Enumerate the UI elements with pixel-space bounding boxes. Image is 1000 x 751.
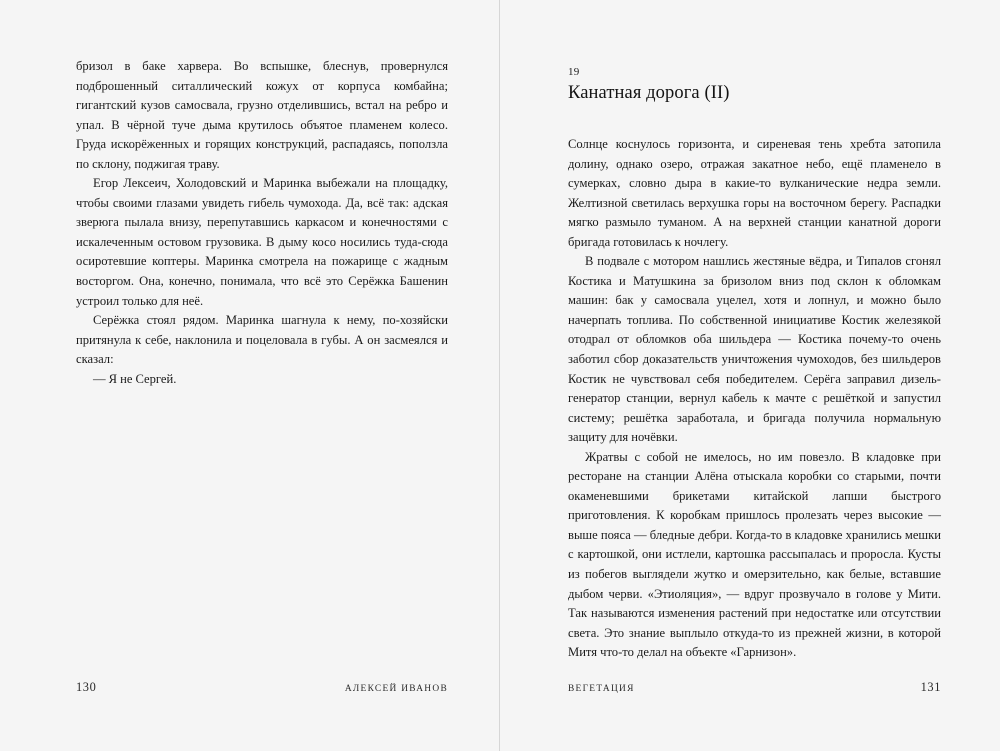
page-left [0,0,499,751]
running-head-title: ВЕГЕТАЦИЯ [568,684,635,694]
paragraph: Солнце коснулось горизонта, и сиреневая тень хребта затопила долину, однако озеро, отражая закатное небо, ещё пламенело в сумерках, словно дыра в какие-то вулканические недра земли. Желтизной светилась верхушка горы на восточном берегу. Распадки мягко размыло туманом. А на верхней станции канатной дороги бригада готовилась к ночлегу. [568,137,941,249]
left-page-body [76,57,448,389]
right-page-footer [568,680,941,720]
chapter-number: 19 [568,66,580,78]
paragraph: Егор Лексеич, Холодовский и Маринка выбежали на площадку, чтобы своими глазами увидеть гибель чумохода. Да, всё так: адская зверюга пылала внизу, перепутавшись каркасом и конечностями с искалеченным остовом грузовика. В дыму косо носились туда-сюда осиротевшие коптеры. Маринка смотрела на пожарище с жадным восторгом. Она, конечно, понимала, что всё это Серёжка Башенин устроил только для неё. [76,176,448,308]
left-page-footer [76,680,448,720]
paragraph: Жратвы с собой не имелось, но им повезло. В кладовке при ресторане на станции Алёна отыскала коробки со старыми, почти окаменевшими брикетами китайской лапши быстрого приготовления. К коробкам пришлось пролезать через высокие — выше пояса — бледные дебри. Когда-то в кладовке хранились мешки с картошкой, они истлели, картошка рассыпалась и проросла. Кусты из побегов выглядели жутко и омерзительно, как белые, вставшие дыбом черви. «Этиоляция», — вдруг прозвучало в голове у Мити. Так называются изменения растений при недостатке или отсутствии света. Это знание выплыло откуда-то из прежней жизни, в которой Митя что-то делал на объекте «Гарнизон». [568,449,941,660]
right-page-body [568,135,941,663]
page-number-right: 131 [920,680,941,694]
chapter-heading [568,66,941,105]
running-head-author: АЛЕКСЕЙ ИВАНОВ [344,684,448,694]
paragraph-dialogue: — Я не Сергей. [93,371,177,386]
paragraph: бризол в баке харвера. Во вспышке, блеснув, провернулся подброшенный ситаллический кожух от корпуса комбайна; гигантский кузов самосвала, грузно отделившись, встал на ребро и упал. В чёрной туче дыма крутилось объятое пламенем колесо. Груда искорёженных и горящих конструкций, распадаясь, поползла по склону, поджигая траву. [76,59,448,171]
page-number-left: 130 [76,680,97,694]
page-right [500,0,1000,751]
paragraph: Серёжка стоял рядом. Маринка шагнула к нему, по-хозяйски притянула к себе, наклонила и поцеловала в губы. А он засмеялся и сказал: [76,313,448,367]
chapter-title: Канатная дорога (II) [568,83,730,103]
paragraph: В подвале с мотором нашлись жестяные вёдра, и Типалов сгонял Костика и Матушкина за бризолом вниз под склон к обломкам машин: бак у самосвала уцелел, хотя и лопнул, и можно было начерпать топлива. По собственной инициативе Костик железякой отодрал от обломков оба шильдера — Костика почему-то очень заботил сбор доказательств уничтожения чумоходов, без шильдеров Костик не чувствовал себя победителем. Серёга заправил дизель-генератор станции, вернул кабель к мачте с решёткой и запустил систему; решётка заработала, и бригада получила нормальную защиту для ночёвки. [568,254,941,445]
